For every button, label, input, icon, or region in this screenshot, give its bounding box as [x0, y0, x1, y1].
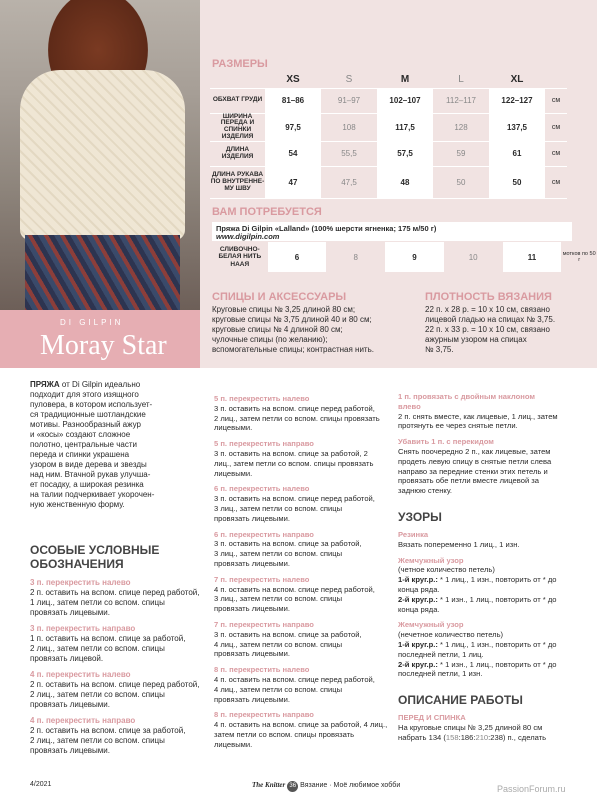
symbol-line: 2 лиц., затем петли со вспом. спицы [30, 644, 165, 653]
sizes-header-row [210, 72, 567, 88]
cable-line: 3 п. оставить на вспом. спице за работой, [214, 539, 362, 549]
table-row [210, 88, 567, 113]
list-item: 22 п. х 33 р. = 10 х 10 см, связано [425, 325, 550, 334]
pattern-line: (четное количество петель) [398, 565, 495, 575]
work-heading: ОПИСАНИЕ РАБОТЫ [398, 693, 523, 708]
cable-title: 6 п. перекрестить налево [214, 484, 310, 494]
row-label: СЛИВОЧНО- БЕЛАЯ НИТЬ НААЯ [218, 246, 262, 268]
decrease-line: заднюю стенку. [398, 486, 452, 496]
pattern-line: * 1 лиц., 1 изн., повторить от * до [437, 575, 557, 585]
decrease-line: направо за передние стенки этих петель и [398, 466, 548, 476]
cell: 59 [433, 141, 489, 166]
table-row [210, 166, 567, 198]
symbol-line: 2 лиц., затем петли со вспом. спицы [30, 690, 165, 699]
yarn-heading: ВАМ ПОТРЕБУЕТСЯ [212, 206, 322, 218]
cables-list [214, 394, 394, 750]
cable-line: 4 п. оставить на вспом. спице перед работой, [214, 584, 375, 594]
sizes-table [210, 72, 567, 199]
watermark: PassionForum.ru [497, 784, 566, 794]
cell: 97,5 [265, 113, 321, 141]
pattern-line: последней петли, 1 лиц. [398, 649, 484, 659]
cable-line: лиц., затем петли со вспом. спицы провязать [214, 458, 374, 468]
intro-line: на талии подчеркивает укорочен- [30, 490, 155, 499]
unit: см [545, 113, 567, 141]
cable-line: 3 п. оставить на вспом. спице перед работой, [214, 494, 375, 504]
cable-line: 4 лиц., затем петли со вспом. спицы [214, 684, 343, 694]
unit: см [545, 141, 567, 166]
intro-line: полотно, центральные части [30, 440, 137, 449]
symbol-title: 3 п. перекрестить направо [30, 624, 136, 633]
decrease-line: 2 п. снять вместе, как лицевые, 1 лиц., затем [398, 411, 558, 421]
cable-title: 7 п. перекрестить направо [214, 619, 314, 629]
cell: 50 [489, 166, 545, 198]
photo-sweater [20, 70, 185, 240]
work-num: 158 [445, 732, 459, 742]
page-number: 36 [287, 781, 298, 792]
cable-title: 6 п. перекрестить направо [214, 529, 314, 539]
cable-line: провязать лицевыми. [214, 694, 290, 704]
cell: 9 [385, 242, 444, 272]
symbol-line: 2 п. оставить на вспом. спице за работой, [30, 726, 186, 735]
footer-magazine [252, 781, 400, 792]
cable-line: 3 лиц., затем петли со вспом. спицы [214, 549, 343, 559]
decrease-line: протянуть ее через снятые петли. [398, 421, 518, 431]
table-row [210, 113, 567, 141]
table-row [212, 242, 597, 272]
unit: мотков по 50 г [562, 250, 596, 263]
cell: 112–117 [433, 88, 489, 113]
intro-text [30, 380, 198, 510]
title-box [0, 310, 200, 368]
table-row [210, 141, 567, 166]
cable-line: провязать лицевыми. [214, 513, 290, 523]
row-label: ОБХВАТ ГРУДИ [210, 88, 265, 113]
intro-line: мотивы. Разнообразный ажур [30, 420, 141, 429]
intro-line: ет посадку, а широкая резинка [30, 480, 144, 489]
size-col-m: M [377, 72, 433, 88]
list-item: круговые спицы № 3,75 длиной 40 и 80 см; [212, 315, 372, 324]
work-num: 210 [475, 732, 489, 742]
cell: 108 [321, 113, 377, 141]
row-label: ДЛИНА РУКАВА ПО ВНУТРЕННЕ- МУ ШВУ [210, 166, 265, 198]
pattern-line: * 1 лиц., 1 изн., повторить от * до [437, 639, 557, 649]
cable-line: 3 лиц., затем петли со вспом. спицы [214, 503, 343, 513]
list-item: Круговые спицы № 3,25 длиной 80 см; [212, 305, 356, 314]
cable-line: 4 п. оставить на вспом. спице за работой, 4 лиц., [214, 720, 388, 730]
intro-lead: ПРЯЖА [30, 380, 60, 389]
cell: 122–127 [489, 88, 545, 113]
row-label: ДЛИНА ИЗДЕЛИЯ [210, 141, 265, 166]
symbol-line: провязать лицевыми. [30, 746, 110, 755]
density-heading: ПЛОТНОСТЬ ВЯЗАНИЯ [425, 291, 552, 303]
cable-line: лицевыми. [214, 468, 253, 478]
size-col-s: S [321, 72, 377, 88]
cell: 6 [268, 242, 327, 272]
work-line: :238) п., сделать [488, 732, 547, 742]
pattern-line: конца ряда. [398, 584, 440, 594]
intro-line: пуловера, в котором использует- [30, 400, 153, 409]
symbol-line: 1 п. оставить на вспом. спице за работой, [30, 634, 186, 643]
yarn-line: Пряжа Di Gilpin «Lalland» (100% шерсти ягненка; 175 м/50 г) [216, 224, 437, 233]
pattern-line: * 1 изн., 1 лиц., повторить от * до [437, 594, 557, 604]
list-item: вспомогательные спицы; контрастная нить. [212, 345, 374, 354]
cell: 128 [433, 113, 489, 141]
decrease-line: Снять поочередно 2 п., как лицевые, затем [398, 446, 551, 456]
heading-line: ОСОБЫЕ УСЛОВНЫЕ [30, 543, 160, 557]
symbol-line: провязать лицевыми. [30, 700, 110, 709]
cell: 117,5 [377, 113, 433, 141]
row-label: 1-й круг.р.: [398, 639, 438, 649]
cable-title: 8 п. перекрестить направо [214, 710, 314, 720]
row-label: 2-й круг.р.: [398, 659, 438, 669]
unit: см [545, 88, 567, 113]
decrease-line: провязать обе петли вместе лицевой за [398, 476, 540, 486]
cable-line: затем петли со вспом. спицы провязать лицевыми. [214, 729, 355, 749]
cell: 11 [503, 242, 562, 272]
pattern-title: Жемчужный узор [398, 620, 464, 630]
patterns-heading: УЗОРЫ [398, 509, 442, 524]
sizes-heading: РАЗМЕРЫ [212, 58, 268, 70]
pattern-line: (нечетное количество петель) [398, 630, 504, 640]
symbol-line: провязать лицевыми. [30, 608, 110, 617]
row-label: ШИРИНА ПЕРЕДА И СПИНКИ ИЗДЕЛИЯ [210, 113, 265, 141]
symbol-line: 2 п. оставить на вспом. спице перед работой, [30, 588, 200, 597]
cable-line: 2 лиц., затем петли со вспом. спицы провязать [214, 413, 380, 423]
cell: 47 [265, 166, 321, 198]
cable-line: 3 п. оставить на вспом. спице за работой, 2 [214, 448, 368, 458]
cell: 137,5 [489, 113, 545, 141]
symbol-line: 2 п. оставить на вспом. спице перед работой, [30, 680, 200, 689]
unit: см [545, 166, 567, 198]
cell: 8 [326, 242, 385, 272]
cell: 48 [377, 166, 433, 198]
intro-line: над ним. Втачной рукав улучша- [30, 470, 151, 479]
cable-title: 5 п. перекрестить направо [214, 439, 314, 449]
intro-line: узором в виде дерева и звезды [30, 460, 147, 469]
cable-line: провязать лицевыми. [214, 604, 290, 614]
cable-line: провязать лицевыми. [214, 649, 290, 659]
decrease-title: влево [398, 401, 421, 411]
photo-skirt [25, 235, 180, 310]
cell: 57,5 [377, 141, 433, 166]
symbol-line: 1 лиц., затем петли со вспом. спицы [30, 598, 165, 607]
tagline: Вязание · Моё любимое хобби [300, 782, 401, 789]
cell: 47,5 [321, 166, 377, 198]
list-item: ажурным узором на спицах [425, 335, 527, 344]
cable-line: 3 п. оставить на вспом. спице за работой, [214, 629, 362, 639]
symbols-heading [30, 543, 159, 571]
size-col-l: L [433, 72, 489, 88]
decrease-title: Убавить 1 п. с перекидом [398, 437, 494, 447]
section-title: ПЕРЕД И СПИНКА [398, 713, 466, 723]
cell: 81–86 [265, 88, 321, 113]
symbols-list [30, 578, 210, 756]
intro-line: переда и спинки украшена [30, 450, 130, 459]
decrease-line: продеть левую спицу в снятые петли слева [398, 456, 552, 466]
pattern-line: * 1 изн., 1 лиц., повторить от * до [437, 659, 557, 669]
needles-list [212, 305, 412, 355]
work-num: :186: [458, 732, 476, 742]
row-label: 2-й круг.р.: [398, 594, 438, 604]
intro-line: подходит для этого изящного [30, 390, 139, 399]
symbol-line: 2 лиц., затем петли со вспом. спицы [30, 736, 165, 745]
symbol-title: 4 п. перекрестить направо [30, 716, 136, 725]
pattern-line: последней петли, 1 изн. [398, 669, 483, 679]
cable-line: 3 лиц., затем петли со вспом. спицы [214, 594, 343, 604]
cell: 102–107 [377, 88, 433, 113]
intro-line: и «косы» создают сложное [30, 430, 131, 439]
decrease-title: 1 п. провязать с двойным наклоном [398, 392, 536, 401]
heading-line: ОБОЗНАЧЕНИЯ [30, 557, 124, 571]
pattern-title: Жемчужный узор [398, 555, 464, 565]
symbol-title: 4 п. перекрестить налево [30, 670, 131, 679]
size-col-xs: XS [265, 72, 321, 88]
symbol-line: провязать лицевой. [30, 654, 104, 663]
designer-name: DI GILPIN [60, 318, 124, 327]
cell: 54 [265, 141, 321, 166]
list-item: чулочные спицы (по желанию); [212, 335, 328, 344]
intro-line: ную женственную форму. [30, 500, 125, 509]
issue-number: 4/2021 [30, 781, 52, 788]
list-item: 22 п. х 28 р. = 10 х 10 см, связано [425, 305, 550, 314]
cable-line: лицевыми. [214, 423, 253, 433]
list-item: круговые спицы № 4 длиной 80 см; [212, 325, 343, 334]
pattern-line: конца ряда. [398, 604, 440, 614]
pattern-title: Moray Star [40, 330, 167, 361]
cable-line: провязать лицевыми. [214, 558, 290, 568]
cable-line: 3 п. оставить на вспом. спице перед работой, [214, 403, 375, 413]
cell: 91–97 [321, 88, 377, 113]
yarn-table [212, 242, 597, 272]
row-label: 1-й круг.р.: [398, 575, 438, 585]
needles-heading: СПИЦЫ И АКСЕССУАРЫ [212, 291, 347, 303]
size-col-xl: XL [489, 72, 545, 88]
cell: 50 [433, 166, 489, 198]
list-item: лицевой гладью на спицах № 3,75. [425, 315, 556, 324]
cable-title: 8 п. перекрестить налево [214, 665, 310, 675]
cable-title: 5 п. перекрестить налево [214, 394, 310, 403]
intro-line: от Di Gilpin идеально [59, 380, 141, 389]
right-column [398, 392, 594, 743]
pattern-line: Вязать попеременно 1 лиц., 1 изн. [398, 539, 520, 549]
cell: 61 [489, 141, 545, 166]
work-line: На круговые спицы № 3,25 длиной 80 см [398, 722, 543, 732]
cable-line: 4 лиц., затем петли со вспом. спицы [214, 639, 343, 649]
cell: 10 [444, 242, 503, 272]
cable-line: 4 п. оставить на вспом. спице перед работой, [214, 674, 375, 684]
list-item: № 3,75. [425, 345, 454, 354]
intro-line: ся традиционные шотландские [30, 410, 146, 419]
pattern-title: Резинка [398, 529, 429, 539]
cable-title: 7 п. перекрестить налево [214, 574, 310, 584]
work-line: набрать 134 ( [398, 732, 446, 742]
yarn-url[interactable]: www.digilpin.com [216, 232, 280, 241]
model-photo [0, 0, 200, 310]
magazine-name: The Knitter [252, 781, 286, 789]
cell: 55,5 [321, 141, 377, 166]
symbol-title: 3 п. перекрестить налево [30, 578, 131, 587]
density-text [425, 305, 595, 355]
